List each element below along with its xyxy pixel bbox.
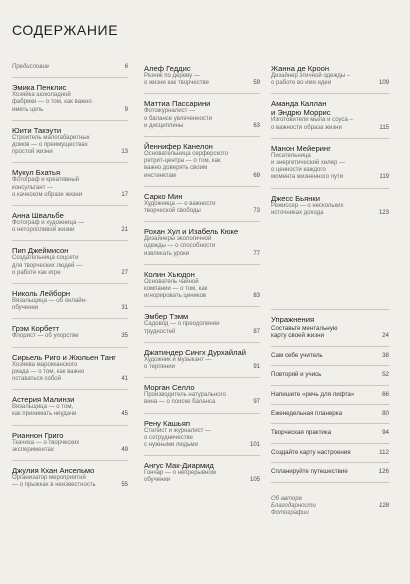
entry-description: 55 — о прыжках в неизвестность — [12, 482, 128, 489]
page-number: 77 — [253, 250, 260, 257]
entry-description: 101 с нужными людьми — [144, 442, 260, 449]
entry-description: 45 как принимать неудачи — [12, 411, 128, 418]
entry-description: компании — о том, как — [144, 286, 208, 293]
page-number: 52 — [382, 371, 389, 379]
divider — [271, 309, 389, 310]
entry-description: 49 экспериментах — [12, 446, 128, 453]
page-number: 87 — [253, 328, 260, 335]
author-name: Жанна де Кроон — [271, 64, 330, 73]
page-number: 45 — [121, 411, 128, 418]
author-name: Астерия Малинзи — [12, 395, 75, 405]
exercise-item[interactable] — [271, 352, 389, 359]
author-name: Анна Швальбе — [12, 211, 64, 221]
author-name: Пип Джеймисон — [12, 246, 69, 256]
divider — [12, 77, 128, 78]
divider — [144, 377, 260, 378]
page-number: 63 — [253, 122, 260, 129]
toc-entry[interactable] — [12, 126, 128, 157]
divider — [12, 425, 128, 426]
author-name: Рену Кашьяп — [144, 418, 190, 428]
page-title: СОДЕРЖАНИЕ — [12, 22, 119, 38]
divider — [144, 221, 260, 222]
exercise-item[interactable] — [271, 429, 389, 436]
toc-entry[interactable] — [144, 142, 260, 180]
entry-description: 17 о каческом образе жизни — [12, 191, 128, 198]
entry-description: консультант — — [12, 184, 54, 191]
preface-link — [12, 64, 128, 71]
entry-description: Хозяева марокканского — [12, 361, 78, 368]
entry-description: 41 оставаться собой — [12, 376, 128, 383]
divider — [271, 365, 389, 366]
toc-entry[interactable] — [12, 466, 128, 489]
page-number: 9 — [124, 106, 128, 113]
page-number: 38 — [382, 351, 389, 359]
exercise-label: 66 Напишите «речь для лифта» — [271, 390, 389, 398]
page-number: 128 — [378, 502, 389, 509]
entry-description: 119 момента жизненного пути — [271, 174, 389, 181]
divider — [12, 318, 128, 319]
entry-description: Основательница серферского — [144, 151, 228, 158]
exercise-item[interactable] — [271, 449, 389, 456]
author-name: Сирьель Риго и Жюльен Танг — [12, 352, 116, 362]
about-section[interactable] — [271, 496, 389, 518]
page-number: 80 — [382, 410, 389, 418]
entry-description: Производитель натурального — [144, 392, 226, 399]
page-number: 123 — [378, 209, 389, 216]
exercise-label: 80 Еженедельная планерка — [271, 410, 389, 418]
entry-description: Вязальщица — о том, — [12, 404, 74, 411]
entry-description: 77 извлекать уроки — [144, 250, 260, 257]
page-number: 97 — [253, 399, 260, 406]
divider — [12, 460, 128, 461]
divider — [271, 188, 389, 189]
entry-description: Гончар — о непрерывном — [144, 470, 216, 477]
toc-entry[interactable] — [144, 461, 260, 484]
exercises-title: Упражнения — [271, 315, 315, 325]
page-number: 91 — [253, 364, 260, 371]
page-number: 73 — [253, 208, 260, 215]
entry-description: 73 творческой свободы — [144, 208, 260, 215]
entry-description: 109 о работе во имя идеи — [271, 80, 389, 87]
divider — [144, 264, 260, 265]
author-name: Рианнон Григо — [12, 430, 64, 440]
author-name: Джулия Кхан Ансельмо — [12, 466, 95, 476]
page-number: 115 — [379, 124, 389, 131]
entry-description: Хозяйка шоколадной — [12, 92, 71, 99]
author-name: Мукул Бхатья — [12, 168, 61, 178]
divider — [271, 462, 389, 463]
entry-description: о сотрудничестве — [144, 434, 193, 441]
page-number: 59 — [253, 80, 260, 87]
exercise-label: 38 Сам себе учитель — [271, 351, 389, 359]
about-line: Об авторе — [271, 495, 303, 502]
toc-entry[interactable] — [12, 168, 128, 199]
exercise-item[interactable] — [271, 371, 389, 378]
toc-entry[interactable] — [144, 383, 260, 406]
page-number: 101 — [249, 442, 260, 449]
author-name: Ангус Мак-Диармид — [144, 461, 214, 471]
page-number: 109 — [378, 80, 389, 87]
author-name: Алеф Геддис — [144, 64, 191, 73]
entry-description: ретрит-центра — о том, как — [144, 158, 221, 165]
page-number: 126 — [378, 468, 389, 476]
entry-description: 83 игнорировать циников — [144, 293, 260, 300]
entry-description: риада — о том, как важно — [12, 368, 85, 375]
entry-description: Ткачиха — о творческих — [12, 439, 80, 446]
exercise-item[interactable] — [271, 391, 389, 398]
exercise-item[interactable] — [271, 468, 389, 475]
toc-column-1 — [12, 64, 128, 489]
author-name: Манон Мейеринг — [271, 143, 331, 153]
page-number: 13 — [121, 149, 128, 156]
divider — [144, 413, 260, 414]
toc-entry[interactable] — [12, 431, 128, 454]
page-number: 41 — [121, 376, 128, 383]
page-number: 66 — [382, 390, 389, 398]
page-number: 49 — [121, 446, 128, 453]
divider — [271, 443, 389, 444]
author-name: Эмбер Тэмм — [144, 312, 189, 322]
divider — [12, 205, 128, 206]
about-line: Фотографии — [271, 510, 309, 517]
toc-entry[interactable] — [144, 64, 260, 87]
toc-entry[interactable] — [144, 270, 260, 301]
author-name: Рохан Хул и Изабель Кюке — [144, 227, 239, 237]
page-number: 31 — [121, 305, 128, 312]
page-number: 83 — [253, 293, 260, 300]
entry-description: 27 о работе как игре — [12, 269, 128, 276]
page-number: 24 — [382, 332, 389, 340]
author-name: Морган Селло — [144, 383, 195, 393]
divider — [12, 240, 128, 241]
author-name: Йеннифер Канелон — [144, 142, 213, 152]
about-line: 128 Благодарности — [271, 502, 389, 509]
entry-description: 69 инстинктам — [144, 172, 260, 179]
entry-description: 63 и дисциплины — [144, 122, 260, 129]
author-name: Джатиндер Сингх Дурхайлай — [144, 347, 247, 357]
page-number: 35 — [121, 333, 128, 340]
toc-entry[interactable] — [12, 395, 128, 418]
entry-description: фабрики — о том, как важно — [12, 99, 92, 106]
author-name: Сарко Мин — [144, 191, 183, 201]
author-name: Николь Лейборн — [12, 289, 71, 299]
entry-description: 87 трудностей — [144, 328, 260, 335]
entry-description: 59 о жизни как творчестве — [144, 80, 260, 87]
entry-description: 31 обучении — [12, 305, 128, 312]
author-name: и Эндрю Моррис — [271, 108, 331, 118]
page-number: 27 — [121, 269, 128, 276]
toc-entry[interactable] — [12, 246, 128, 277]
entry-description: Организатор мероприятий — [12, 475, 86, 482]
entry-description: Вязальщица — об онлайн- — [12, 298, 87, 305]
divider — [271, 93, 389, 94]
author-name: Джесс Бьянки — [271, 193, 320, 203]
toc-entry[interactable] — [12, 83, 128, 114]
exercise-label: 112 Создайте карту настроения — [271, 448, 389, 456]
entry-description: 9 иметь цель — [12, 106, 128, 113]
author-name: Колин Хьюдон — [144, 269, 195, 279]
entry-description: Строитель малогабаритных — [12, 134, 90, 141]
entry-description: 97 вина — о поиске баланса — [144, 399, 260, 406]
entry-description: 13 простой жизни — [12, 149, 128, 156]
author-name: Маттиа Пассарини — [144, 99, 211, 109]
toc-entry[interactable] — [271, 99, 389, 131]
toc-column-3 — [271, 64, 389, 517]
divider — [271, 346, 389, 347]
toc-entry[interactable] — [144, 312, 260, 335]
toc-entry[interactable] — [12, 324, 128, 340]
divider — [144, 306, 260, 307]
entry-description: Фотограф и художница — — [12, 220, 84, 227]
divider — [144, 136, 260, 137]
entry-description: Дизайнер этичной одежды – — [271, 73, 351, 79]
toc-entry[interactable] — [12, 289, 128, 312]
entry-description: 21 о неторопливой жизни — [12, 227, 128, 234]
spacer — [271, 217, 389, 303]
author-name: Грэм Корбетт — [12, 324, 60, 334]
entry-title: Предисловие — [12, 64, 50, 70]
toc-entry[interactable] — [271, 144, 389, 182]
page-number: 105 — [249, 477, 260, 484]
exercise-label: 52 Повторяй и учись — [271, 371, 389, 379]
divider — [12, 120, 128, 121]
divider — [12, 283, 128, 284]
toc-entry[interactable] — [271, 194, 389, 217]
entry-description: 123 источниках дохода — [271, 209, 389, 216]
toc-entry[interactable] — [144, 348, 260, 371]
entry-description: Фотограф и креативный — [12, 177, 80, 184]
spacer — [271, 488, 389, 496]
divider — [12, 347, 128, 348]
toc-column-2 — [144, 64, 260, 485]
page-number: 21 — [121, 227, 128, 234]
entry-description: 35 Флорист — об упорстве — [12, 333, 128, 340]
entry-description: Создательница соцсети — [12, 255, 79, 262]
toc-entry[interactable] — [271, 64, 389, 87]
toc-entry[interactable] — [144, 192, 260, 215]
divider — [12, 162, 128, 163]
page-number: 112 — [379, 448, 389, 456]
entry-description: 105 обучении — [144, 477, 260, 484]
divider — [271, 138, 389, 139]
divider — [144, 455, 260, 456]
page-number: 55 — [121, 482, 128, 489]
divider — [271, 423, 389, 424]
entry-description: 91 о терпении — [144, 364, 260, 371]
divider — [271, 404, 389, 405]
toc-entry[interactable] — [144, 227, 260, 258]
author-name: Юити Такэути — [12, 125, 62, 135]
toc-entry[interactable] — [144, 99, 260, 130]
toc-entry[interactable] — [12, 64, 128, 71]
divider — [271, 482, 389, 483]
entry-description: домов — о преимуществах — [12, 142, 88, 149]
entry-description: Стилист и журналист — — [144, 427, 211, 434]
entry-description: Дизайнеры экологичной — [144, 236, 212, 243]
page-number: 119 — [379, 174, 389, 181]
entry-description: важно доверять своим — [144, 165, 208, 172]
author-name: Аманда Каллан — [271, 99, 327, 109]
exercise-item[interactable] — [271, 410, 389, 417]
entry-description: о балансе увлеченности — [144, 115, 213, 122]
page-number: 69 — [253, 172, 260, 179]
exercise-label: 126 Спланируйте путешествие — [271, 468, 389, 476]
entry-description: о ценности каждого — [271, 167, 326, 174]
entry-description: одежды — о способности — [144, 243, 216, 250]
entry-description: Режиссер — о нескольких — [271, 202, 344, 209]
divider — [144, 93, 260, 94]
page-number: 6 — [124, 64, 128, 70]
author-name: Эмика Пенклис — [12, 83, 67, 93]
divider — [144, 342, 260, 343]
page-number: 17 — [121, 191, 128, 198]
entry-description: Изготовители мыла и соуса – — [271, 117, 353, 124]
entry-description: Садовод — о преодолении — [144, 321, 220, 328]
toc-entry[interactable] — [144, 419, 260, 450]
exercise-label: Составьте ментальную — [271, 325, 338, 333]
entry-description: Основатель чайной — [144, 278, 199, 285]
entry-description: Фотожурналист — — [144, 108, 195, 115]
entry-description: Художник и музыкант — — [144, 356, 212, 363]
divider — [12, 389, 128, 390]
exercise-label: 24 карту своей жизни — [271, 332, 389, 340]
toc-entry[interactable] — [12, 353, 128, 384]
entry-description: для творческих людей — — [12, 262, 83, 269]
toc-entry[interactable] — [12, 211, 128, 234]
entry-description: Художница — о важности — [144, 200, 216, 207]
divider — [144, 186, 260, 187]
divider — [271, 385, 389, 386]
entry-description: Резчик по дереву — — [144, 73, 200, 79]
exercise-item[interactable] — [271, 325, 389, 340]
entry-description: 115 о важности образа жизни — [271, 124, 389, 131]
entry-description: Писательница — [271, 152, 311, 159]
page-number: 94 — [382, 429, 389, 437]
exercise-label: 94 Творческая практика — [271, 429, 389, 437]
entry-description: и энергетический хилер — — [271, 160, 346, 167]
